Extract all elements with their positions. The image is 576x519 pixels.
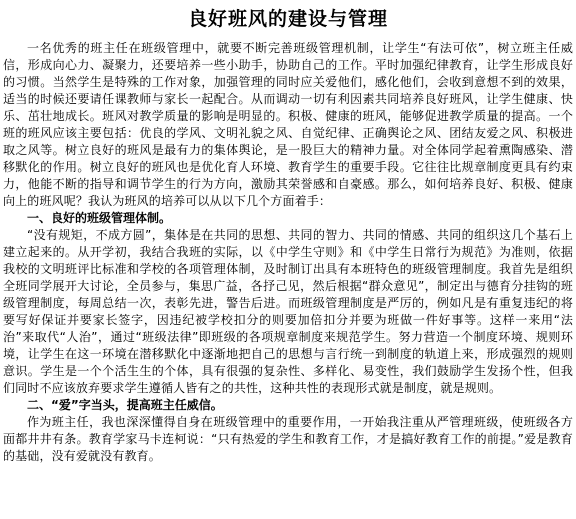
section-heading-2: 二、“爱”字当头，提高班主任威信。 [27, 398, 223, 412]
paragraph-teacher-authority: 作为班主任，我也深深懂得自身在班级管理中的重要作用，一开始我注重从严管理班级，使班级各方面都井井有条。教育学家马卡连柯说：“只有热爱的学生和教育工作，才是搞好教育工作的前提。”爱是教育的基础，没有爱就没有教育。 [3, 415, 573, 463]
section-heading-1: 一、良好的班级管理体制。 [27, 211, 172, 225]
document-body [3, 40, 573, 465]
paragraph-intro: 一名优秀的班主任在班级管理中，就要不断完善班级管理机制，让学生“有法可依”，树立班主任威信，形成向心力、凝聚力，还要培养一些小助手，协助自己的工作。平时加强纪律教育，让学生形成良好的习惯。当然学生是特殊的工作对象，加强管理的同时应关爱他们，感化他们，会收到意想不到的效果，适当的时候还要请任课教师与家长一起配合。从而调动一切有利因素共同培养良好班风，让学生健康、快乐、茁壮地成长。班风对教学质量的影响是明显的。积极、健康的班风，能够促进教学质量的提高。一个班的班风应该主要包括：优良的学风、文明礼貌之风、自觉纪律、正确舆论之风、团结友爱之风、积极进取之风等。树立良好的班风是最有力的集体舆论，是一股巨大的精神力量。对全体同学起着熏陶感染、潜移默化的作用。树立良好的班风也是优化育人环境、教育学生的重要手段。它往往比规章制度更具有约束力，他能不断的指导和调节学生的行为方向，激励其荣誉感和自豪感。那么，如何培养良好、积极、健康向上的班风呢？我认为班风的培养可以从以下几个方面着手： [3, 41, 573, 208]
document-title: 良好班风的建设与管理 [187, 8, 388, 30]
paragraph-management-system: “没有规矩，不成方圆”，集体是在共同的思想、共同的智力、共同的情感、共同的组织这几个基石上建立起来的。从开学初，我结合我班的实际，以《中学生守则》和《中学生日常行为规范》为准则，依据我校的文明班评比标准和学校的各项管理体制，及时制订出具有本班特色的班级管理制度。我首先是组织全班同学展开大讨论，全员参与，集思广益，各抒己见，然后根据“群众意见”，制定出与德育分挂钩的班级管理制度，每周总结一次，表彰先进，警告后进。而班级管理制度是严厉的，例如凡是有重复违纪的将要写好保证并要家长签字，因违纪被学校扣分的则要加倍扣分并要为班做一件好事等。这样一来用“法治”来取代“人治”，通过“班级法律”即班级的各项规章制度来规范学生。努力营造一个制度环境、规则环境，让学生在这一环境在潜移默化中逐渐地把自己的思想与言行统一到制度的轨道上来，形成强烈的规则意识。学生是一个个活生生的个体，具有很强的复杂性、多样化、易变性，我们鼓励学生发扬个性，但我们同时不应该放弃要求学生遵循人皆有之的共性，这种共性的表现形式就是制度，就是规则。 [3, 228, 573, 395]
